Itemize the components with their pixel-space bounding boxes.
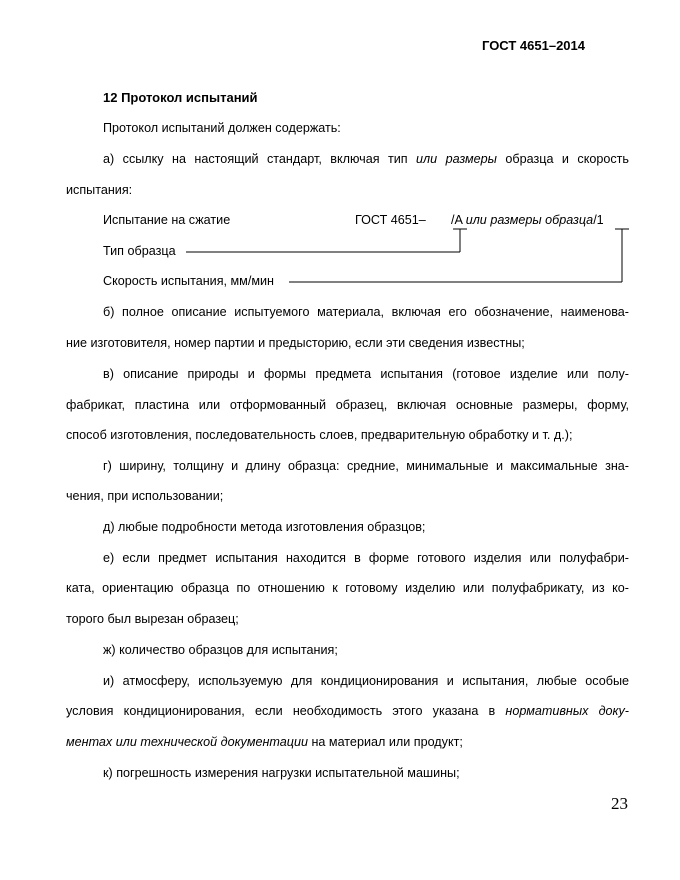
designation-code-emphasis: или размеры образца	[465, 213, 594, 227]
page-number: 23	[611, 794, 628, 813]
intro-line: Протокол испытаний должен содержать:	[103, 121, 341, 135]
designation-code-prefix: /A	[451, 213, 466, 227]
item-v-line-1: в) описание природы и формы предмета испытания (готовое изделие или полу-	[103, 367, 629, 381]
item-a-text-2: образца и скорость	[496, 152, 629, 166]
designation-standard: ГОСТ 4651–	[355, 213, 426, 227]
item-b-line-2: ние изготовителя, номер партии и предысторию, если эти сведения известны;	[66, 336, 525, 350]
item-e-line-1: е) если предмет испытания находится в форме готового изделия или полуфабри-	[103, 551, 629, 565]
item-g-line-2: чения, при использовании;	[66, 489, 224, 503]
test-speed-label: Скорость испытания, мм/мин	[103, 274, 274, 288]
item-e-line-2: ката, ориентацию образца по отношению к готовому изделию или полуфабрикату, из ко-	[66, 581, 629, 595]
item-b-line-1: б) полное описание испытуемого материала, включая его обозначение, наименова-	[103, 305, 629, 319]
standard-header: ГОСТ 4651–2014	[482, 38, 585, 53]
item-g-line-1: г) ширину, толщину и длину образца: средние, минимальные и максимальные зна-	[103, 459, 629, 473]
item-i-emphasis-3: ментах или технической документации	[66, 735, 308, 749]
item-v-line-3: способ изготовления, последовательность слоев, предварительную обработку и т. д.);	[66, 428, 573, 442]
item-i-emphasis-2: нормативных доку-	[505, 704, 629, 718]
item-a-emphasis: или размеры	[416, 152, 497, 166]
item-i-line-3	[66, 734, 463, 750]
item-e-line-3: торого был вырезан образец;	[66, 612, 239, 626]
section-heading: 12 Протокол испытаний	[103, 90, 258, 105]
item-d-line-1: д) любые подробности метода изготовления образцов;	[103, 520, 426, 534]
item-i-text-2: условия кондиционирования, если необходимость этого указана в	[66, 704, 506, 718]
item-i-line-1: и) атмосферу, используемую для кондиционирования и испытания, любые особые	[103, 674, 629, 688]
item-zh-line-1: ж) количество образцов для испытания;	[103, 643, 338, 657]
item-a-line-2: испытания:	[66, 183, 133, 197]
item-i-text-3: на материал или продукт;	[307, 735, 463, 749]
designation-label: Испытание на сжатие	[103, 213, 231, 227]
specimen-type-label: Тип образца	[103, 244, 176, 258]
designation-code-suffix: /1	[593, 213, 604, 227]
item-a-text-1: а) ссылку на настоящий стандарт, включая тип	[103, 152, 417, 166]
item-k-line-1: к) погрешность измерения нагрузки испытательной машины;	[103, 766, 460, 780]
item-v-line-2: фабрикат, пластина или отформованный образец, включая основные размеры, форму,	[66, 398, 629, 412]
item-i-line-2	[66, 703, 629, 719]
